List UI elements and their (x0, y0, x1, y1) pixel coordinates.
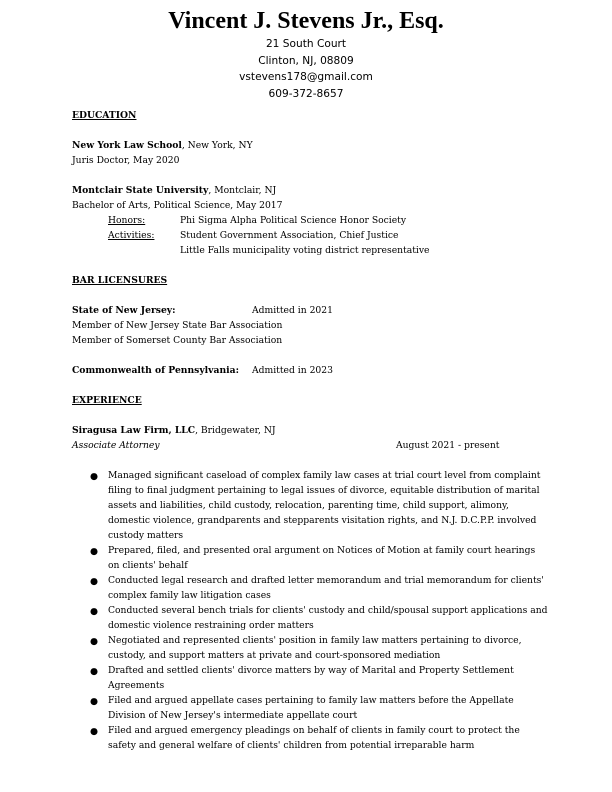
bullet-item: Managed significant caseload of complex family law cases at trial court level from complaint filing to final judgment pertaining to legal issues of divorce, equitable distribution of marital assets and liabilities, child custody, relocation, parenting time, child support, alimony, domestic violence, grandparents and stepparents visitation rights, and N.J. D.C.P.P. involved custody matters (108, 470, 541, 541)
job-dates: August 2021 - present (396, 440, 500, 451)
bullet-symbol: ● (90, 636, 99, 647)
nj-label: State of New Jersey: (72, 305, 176, 316)
school-2-degree: Bachelor of Arts, Political Science, May 2017 (72, 200, 283, 211)
firm (72, 425, 276, 437)
bullet-item: Conducted several bench trials for clients' custody and child/spousal support applications and domestic violence restraining order matters (108, 605, 548, 631)
firm-location: , Bridgewater, NJ (195, 425, 276, 436)
bullet-item: Filed and argued appellate cases pertaining to family law matters before the Appellate Division of New Jersey's intermediate appellate court (108, 695, 514, 721)
experience-heading: EXPERIENCE (72, 395, 142, 406)
bar-association-2: Member of Somerset County Bar Association (72, 335, 283, 346)
bullet-item: Conducted legal research and drafted letter memorandum and trial memorandum for clients' complex family law litigation cases (108, 575, 544, 601)
email: vstevens178@gmail.com (239, 71, 373, 83)
bullet-symbol: ● (90, 576, 99, 587)
honors-label: Honors: (108, 215, 146, 226)
address-line-1: 21 South Court (265, 38, 347, 50)
school-2-name: Montclair State University (72, 185, 209, 196)
school-2 (72, 185, 276, 197)
bar-association-1: Member of New Jersey State Bar Association (72, 320, 283, 331)
school-2-location: , Montclair, NJ (208, 185, 277, 196)
bullet-item: Negotiated and represented clients' position in family law matters pertaining to divorce, custody, and support matters at private and court-sponsored mediation (108, 635, 522, 661)
bullet-symbol: ● (90, 726, 99, 737)
bullet-symbol: ● (90, 666, 99, 677)
firm-name: Siragusa Law Firm, LLC (72, 425, 196, 436)
bullet-symbol: ● (90, 696, 99, 707)
bullet-symbol: ● (90, 546, 99, 557)
pa-label: Commonwealth of Pennsylvania: (72, 365, 239, 376)
pa-admitted: Admitted in 2023 (252, 365, 333, 376)
school-1-location: , New York, NY (181, 140, 253, 151)
school-1-name: New York Law School (72, 140, 182, 151)
activities-label: Activities: (108, 230, 155, 241)
job-title: Associate Attorney (72, 440, 160, 451)
nj-admitted: Admitted in 2021 (252, 305, 333, 316)
activities-value-2: Little Falls municipality voting district representative (180, 245, 430, 256)
bullet-item: Drafted and settled clients' divorce matters by way of Marital and Property Settlement Agreements (108, 665, 514, 691)
bullet-item: Prepared, filed, and presented oral argument on Notices of Motion at family court hearings on clients' behalf (108, 545, 536, 571)
resume-name: Vincent J. Stevens Jr., Esq. (168, 8, 444, 34)
activities-value-1: Student Government Association, Chief Justice (180, 230, 399, 241)
bar-heading: BAR LICENSURES (72, 275, 168, 286)
school-1-degree: Juris Doctor, May 2020 (72, 155, 180, 166)
education-heading: EDUCATION (72, 110, 137, 121)
honors-value: Phi Sigma Alpha Political Science Honor Society (180, 215, 407, 226)
phone: 609-372-8657 (268, 88, 344, 100)
bullet-symbol: ● (90, 471, 99, 482)
bullet-item: Filed and argued emergency pleadings on behalf of clients in family court to protect the safety and general welfare of clients' children from potential irreparable harm (108, 725, 520, 751)
school-1 (72, 140, 253, 152)
address-line-2: Clinton, NJ, 08809 (258, 55, 354, 67)
bullet-symbol: ● (90, 606, 99, 617)
